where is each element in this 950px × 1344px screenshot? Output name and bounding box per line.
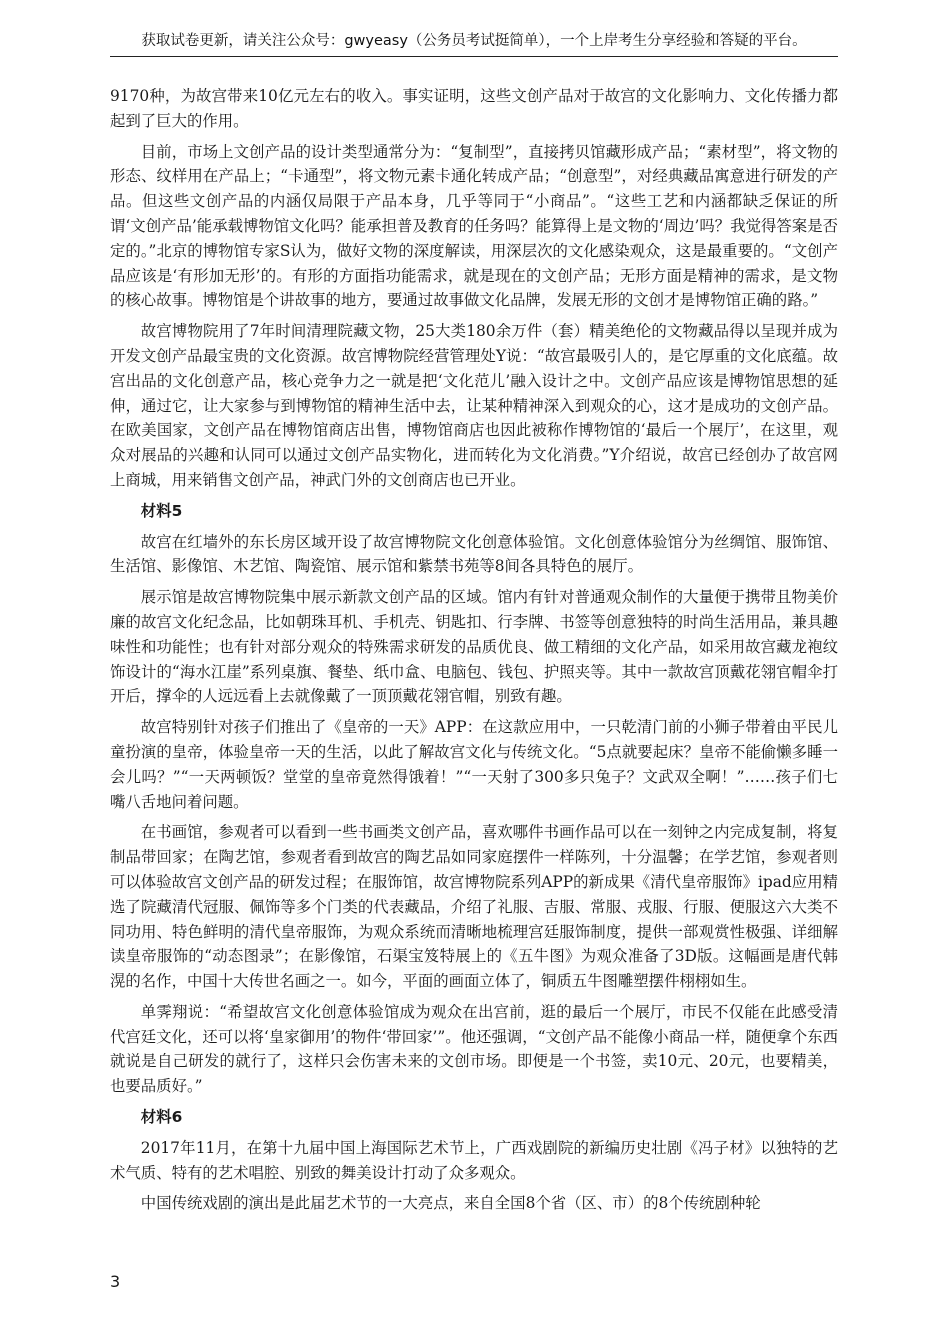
paragraph: 故宫在红墙外的东长房区域开设了故宫博物院文化创意体验馆。文化创意体验馆分为丝绸馆、服饰馆、生活馆、影像馆、木艺馆、陶瓷馆、展示馆和紫禁书苑等8间各具特色的展厅。 — [110, 532, 838, 576]
paragraph: 单霁翔说：“希望故宫文化创意体验馆成为观众在出宫前，逛的最后一个展厅，市民不仅能在此感受清代宫廷文化，还可以将‘皇家御用’的物件‘带回家’”。他还强调，“文创产品不能像小商品一样，随便拿个东西就说是自己研发的就行了，这样只会伤害未来的文创市场。即便是一个书签，卖10元、20元，也要精美，也要品质好。” — [110, 1002, 838, 1096]
paragraph: 故宫特别针对孩子们推出了《皇帝的一天》APP：在这款应用中，一只乾清门前的小狮子带着由平民儿童扮演的皇帝，体验皇帝一天的生活，以此了解故宫文化与传统文化。“5点就要起床？皇帝不能偷懒多睡一会儿吗？”“一天两顿饭？堂堂的皇帝竟然得饿着！”“一天射了300多只兔子？文武双全啊！”……孩子们七嘴八舌地问着问题。 — [110, 718, 838, 811]
header-divider — [110, 56, 838, 57]
section-heading-material-6: 材料6 — [140, 1108, 183, 1127]
paragraph: 故宫博物院用了7年时间清理院藏文物，25大类180余万件（套）精美绝伦的文物藏品得以呈现并成为开发文创产品最宝贵的文化资源。故宫博物院经营管理处Y说：“故宫最吸引人的，是它厚重的文化底蕴。故宫出品的文化创意产品，核心竞争力之一就是把‘文化范儿’融入设计之中。文创产品应该是博物馆思想的延伸，通过它，让大家参与到博物馆的精神生活中去，让某种精神深入到观众的心，这才是成功的文创产品。在欧美国家，文创产品在博物馆商店出售，博物馆商店也因此被称作博物馆的‘最后一个展厅’，在这里，观众对展品的兴趣和认同可以通过文创产品实物化，进而转化为文化消费。”Y介绍说，故宫已经创办了故宫网上商城，用来销售文创产品，神武门外的文创商店也已开业。 — [110, 322, 838, 489]
page-number: 3 — [110, 1272, 121, 1291]
document-body — [110, 84, 838, 1222]
paragraph: 目前，市场上文创产品的设计类型通常分为：“复制型”，直接拷贝馆藏形成产品；“素材型”，将文物的形态、纹样用在产品上；“卡通型”，将文物元素卡通化转成产品；“创意型”，对经典藏品寓意进行研发的产品。但这些文创产品的内涵仅局限于产品本身，几乎等同于“小商品”。“这些工艺和内涵都缺乏保证的所谓‘文创产品’能承载博物馆文化吗？能承担普及教育的任务吗？能算得上是文物的‘周边’吗？我觉得答案是否定的。”北京的博物馆专家S认为，做好文物的深度解读，用深层次的文化感染观众，这是最重要的。“文创产品应该是‘有形加无形’的。有形的方面指功能需求，就是现在的文创产品；无形方面是精神的需求，是文物的核心故事。博物馆是个讲故事的地方，要通过故事做文化品牌，发展无形的文创才是博物馆正确的路。” — [110, 142, 838, 310]
section-heading-material-5: 材料5 — [140, 501, 183, 520]
paragraph: 9170种，为故宫带来10亿元左右的收入。事实证明，这些文创产品对于故宫的文化影响力、文化传播力都起到了巨大的作用。 — [110, 87, 838, 130]
paragraph: 展示馆是故宫博物院集中展示新款文创产品的区域。馆内有针对普通观众制作的大量便于携带且物美价廉的故宫文化纪念品，比如朝珠耳机、手机壳、钥匙扣、行李牌、书签等创意独特的时尚生活用品，兼具趣味性和功能性；也有针对部分观众的特殊需求研发的品质优良、做工精细的文化产品，如采用故宫藏龙袍纹饰设计的“海水江崖”系列桌旗、餐垫、纸巾盒、电脑包、钱包、护照夹等。其中一款故宫顶戴花翎官帽伞打开后，撑伞的人远远看上去就像戴了一顶顶戴花翎官帽，别致有趣。 — [110, 588, 838, 706]
paragraph: 2017年11月，在第十九届中国上海国际艺术节上，广西戏剧院的新编历史壮剧《冯子材》以独特的艺术气质、特有的艺术唱腔、别致的舞美设计打动了众多观众。 — [110, 1138, 838, 1182]
page-header: 获取试卷更新，请关注公众号：gwyeasy（公务员考试挺简单），一个上岸考生分享经验和答疑的平台。 — [141, 33, 807, 49]
paragraph: 在书画馆，参观者可以看到一些书画类文创产品，喜欢哪件书画作品可以在一刻钟之内完成复制，将复制品带回家；在陶艺馆，参观者看到故宫的陶艺品如同家庭摆件一样陈列，十分温馨；在学艺馆，参观者则可以体验故宫文创产品的研发过程；在服饰馆，故宫博物院系列APP的新成果《清代皇帝服饰》ipad应用精选了院藏清代冠服、佩饰等多个门类的代表藏品，介绍了礼服、吉服、常服、戎服、行服、便服这六大类不同功用、特色鲜明的清代皇帝服饰，为观众系统而清晰地梳理宫廷服饰制度，提供一部观赏性极强、详细解读皇帝服饰的“动态图录”；在影像馆，石渠宝笈特展上的《五牛图》为观众准备了3D版。这幅画是唐代韩滉的名作，中国十大传世名画之一。如今，平面的画面立体了，铜质五牛图雕塑摆件栩栩如生。 — [110, 823, 838, 991]
paragraph: 中国传统戏剧的演出是此届艺术节的一大亮点，来自全国8个省（区、市）的8个传统剧种轮 — [140, 1194, 761, 1213]
